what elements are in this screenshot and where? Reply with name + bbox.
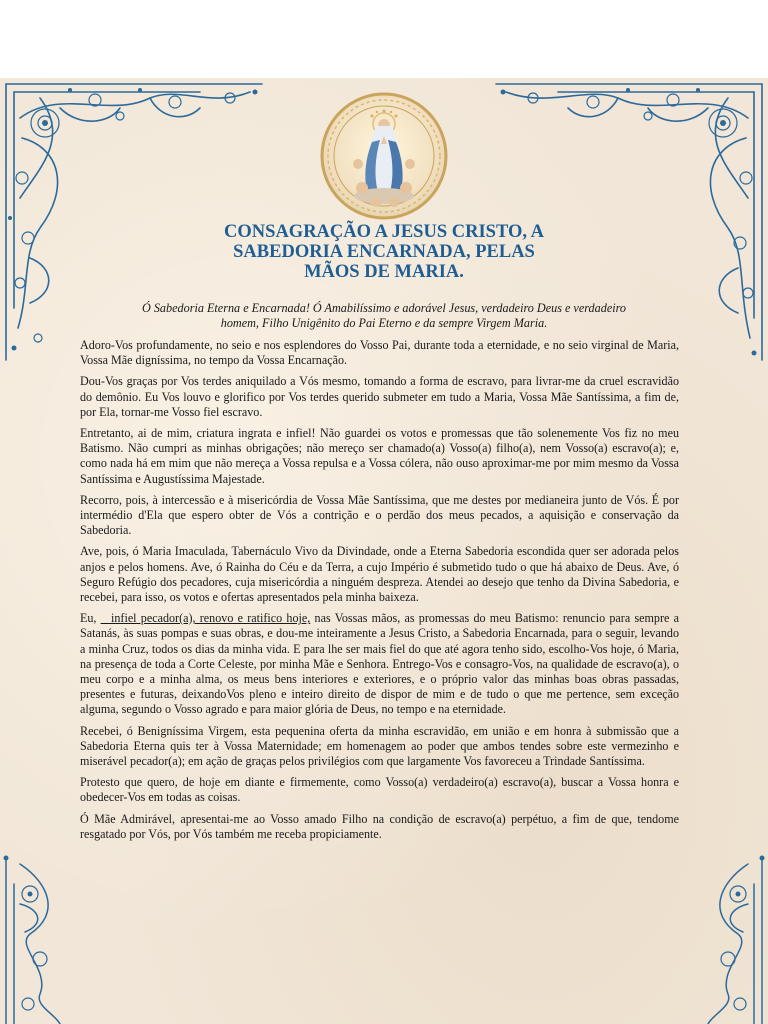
bottom-right-ornament <box>693 854 768 1024</box>
intro-invocation <box>90 301 678 331</box>
paragraph-start: Eu, <box>80 611 101 626</box>
paragraph: Dou-Vos graças por Vos terdes aniquilado a Vós mesmo, tomando a forma de escravo, para livrar-me da cruel escravidão do demônio. Eu Vos louvo e glorifico por Vos terdes querido submeter em tudo a Maria, Vossa Mãe Santíssima, a fim de, por Ela, tornar-me Vosso fiel escravo. <box>80 374 679 419</box>
title-line: MÃOS DE MARIA. <box>304 262 464 282</box>
virgin-mary-medallion <box>320 92 448 220</box>
name-blank-underlined: _ infiel pecador(a), renovo e ratifico hoje, <box>100 611 311 626</box>
paragraph-rest: nas Vossas mãos, as promessas do meu Batismo: renuncio para sempre a Satanás, às suas pompas e suas obras, e dou-me inteiramente a Jesus Cristo, a Sabedoria Encarnada, para o seguir, levando a minha Cruz, todos os dias da minha vida. E para lhe ser mais fiel do que até agora tenho sido, escolho-Vos hoje, ó Maria, na presença de toda a Corte Celeste, por minha Mãe e Senhora. Entrego-Vos e consagro-Vos, na qualidade de escravo(a), o meu corpo e a minha alma, os meus bens interiores e exteriores, e o próprio valor das minhas boas obras passadas, presentes e futuras, deixandoVos pleno e inteiro direito de dispor de mim e de tudo o que me pertence, sem exceção alguma, segundo o Vosso agrado e para maior glória de Deus, no tempo e na eternidade. <box>80 611 680 717</box>
virgin-mary-medallion-icon <box>320 92 448 220</box>
document-page <box>0 78 768 1024</box>
paragraph: Adoro-Vos profundamente, no seio e nos esplendores do Vosso Pai, durante toda a eternidade, e no seio virginal de Maria, Vossa Mãe digníssima, no tempo da Vossa Encarnação. <box>80 338 679 368</box>
bottom-left-ornament <box>0 854 75 1024</box>
paragraph: Ave, pois, ó Maria Imaculada, Tabernáculo Vivo da Divindade, onde a Eterna Sabedoria escondida quer ser adorada pelos anjos e pelos homens. Ave, ó Rainha do Céu e da Terra, a cujo Império é submetido tudo o que há abaixo de Deus. Ave, ó Seguro Refúgio dos pecadores, cuja misericórdia a ninguém despreza. Atendei ao desejo que tenho da Divina Sabedoria, e recebei, para isso, os votos e ofertas apresentados pela minha baixeza. <box>80 544 679 605</box>
paragraph: Ó Mãe Admirável, apresentai-me ao Vosso amado Filho na condição de escravo(a) perpétuo, a fim de que, tendome resgatado por Vós, por Vós também me receba propiciamente. <box>80 811 679 841</box>
document-body <box>80 338 679 848</box>
intro-line: Ó Sabedoria Eterna e Encarnada! Ó Amabilíssimo e adorável Jesus, verdadeiro Deus e verdadeiro <box>141 301 627 315</box>
paragraph: Entretanto, ai de mim, criatura ingrata e infiel! Não guardei os votos e promessas que tão solenemente Vos fiz no meu Batismo. Não cumpri as minhas obrigações; não mereço ser chamado(a) Vosso(a) filho(a), nem Vosso(a) escravo(a); e, como nada há em mim que não mereça a Vossa repulsa e a Vossa cólera, não ouso aproximar-me por mim mesmo da Vossa Santíssima e Augustíssima Majestade. <box>80 426 679 486</box>
floral-ornament-icon <box>693 854 768 1024</box>
title-line: SABEDORIA ENCARNADA, PELAS <box>233 242 535 262</box>
intro-line: homem, Filho Unigênito do Pai Eterno e da sempre Virgem Maria. <box>220 316 548 330</box>
paragraph: Recebei, ó Benigníssima Virgem, esta pequenina oferta da minha escravidão, em união e em honra à submissão que a Sabedoria Eterna quis ter à Vossa Maternidade; em homenagem ao poder que ambos tendes sobre este vermezinho e miserável pecador(a); em ação de graças pelos privilégios com que largamente Vos favoreceu a Trindade Santíssima. <box>80 723 679 769</box>
paragraph: Recorro, pois, à intercessão e à misericórdia de Vossa Mãe Santíssima, que me destes por medianeira junto de Vós. É por intermédio d'Ela que espero obter de Vós a contrição e o perdão dos meus pecados, a aquisição e conservação da Sabedoria. <box>80 492 679 538</box>
floral-ornament-icon <box>0 854 75 1024</box>
title-line: CONSAGRAÇÃO A JESUS CRISTO, A <box>224 222 544 242</box>
paragraph: Protesto que quero, de hoje em diante e firmemente, como Vosso(a) verdadeiro(a) escravo(a), buscar a Vossa honra e obedecer-Vos em todas as coisas. <box>80 775 679 805</box>
consecration-paragraph <box>80 611 679 717</box>
document-title <box>150 222 618 282</box>
